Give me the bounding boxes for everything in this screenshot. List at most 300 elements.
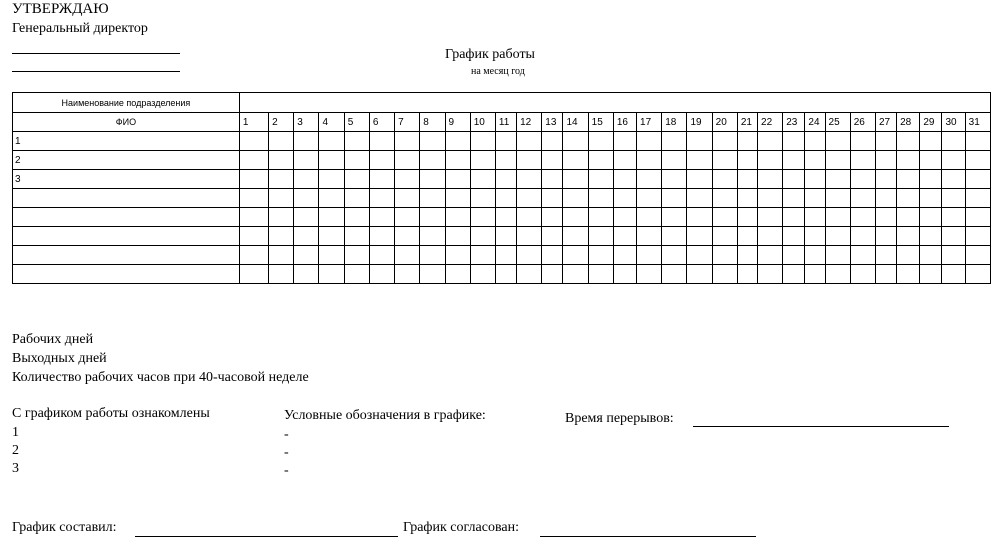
- schedule-cell[interactable]: [805, 189, 825, 208]
- schedule-cell[interactable]: [420, 246, 445, 265]
- schedule-cell[interactable]: [662, 208, 687, 227]
- schedule-cell[interactable]: [825, 208, 850, 227]
- schedule-cell[interactable]: [395, 227, 420, 246]
- schedule-cell[interactable]: [805, 246, 825, 265]
- schedule-cell[interactable]: [495, 132, 516, 151]
- schedule-cell[interactable]: [344, 208, 369, 227]
- schedule-cell[interactable]: [965, 170, 990, 189]
- schedule-cell[interactable]: [897, 151, 920, 170]
- schedule-cell[interactable]: [269, 151, 294, 170]
- schedule-cell[interactable]: [294, 151, 319, 170]
- days-off-label: Выходных дней: [12, 351, 107, 366]
- schedule-cell[interactable]: [687, 151, 712, 170]
- schedule-cell[interactable]: [897, 170, 920, 189]
- schedule-cell[interactable]: [613, 132, 636, 151]
- schedule-cell[interactable]: [470, 170, 495, 189]
- schedule-cell[interactable]: [662, 265, 687, 284]
- schedule-cell[interactable]: [563, 265, 588, 284]
- schedule-cell[interactable]: [395, 246, 420, 265]
- schedule-cell[interactable]: [344, 189, 369, 208]
- schedule-cell[interactable]: [369, 170, 394, 189]
- schedule-cell[interactable]: [613, 189, 636, 208]
- schedule-cell[interactable]: [420, 151, 445, 170]
- schedule-cell[interactable]: [613, 246, 636, 265]
- schedule-cell[interactable]: [445, 208, 470, 227]
- schedule-cell[interactable]: [445, 189, 470, 208]
- legend-item: -: [284, 463, 289, 478]
- schedule-cell[interactable]: [662, 132, 687, 151]
- schedule-cell[interactable]: [758, 265, 783, 284]
- schedule-cell[interactable]: [563, 132, 588, 151]
- schedule-cell[interactable]: [470, 132, 495, 151]
- day-header: 19: [687, 113, 712, 132]
- schedule-cell[interactable]: [239, 170, 268, 189]
- schedule-cell[interactable]: [825, 246, 850, 265]
- schedule-cell[interactable]: [805, 132, 825, 151]
- schedule-subtitle: на месяц год: [471, 66, 525, 77]
- schedule-cell[interactable]: [805, 227, 825, 246]
- employee-row: [13, 132, 991, 151]
- schedule-cell[interactable]: [588, 132, 613, 151]
- employee-name-cell[interactable]: 3: [13, 170, 240, 189]
- schedule-cell[interactable]: [239, 265, 268, 284]
- approval-heading: УТВЕРЖДАЮ: [12, 1, 109, 17]
- schedule-cell[interactable]: [495, 208, 516, 227]
- schedule-cell[interactable]: [319, 170, 344, 189]
- schedule-cell[interactable]: [783, 170, 805, 189]
- schedule-cell[interactable]: [445, 265, 470, 284]
- breaks-label: Время перерывов:: [565, 411, 674, 426]
- schedule-cell[interactable]: [805, 265, 825, 284]
- day-header: 14: [563, 113, 588, 132]
- schedule-cell[interactable]: [239, 246, 268, 265]
- schedule-cell[interactable]: [875, 208, 896, 227]
- schedule-cell[interactable]: [395, 265, 420, 284]
- schedule-cell[interactable]: [737, 246, 757, 265]
- acquainted-item: 3: [12, 461, 19, 476]
- schedule-cell[interactable]: [239, 132, 268, 151]
- schedule-cell[interactable]: [687, 208, 712, 227]
- schedule-cell[interactable]: [850, 246, 875, 265]
- employee-name-cell[interactable]: 1: [13, 132, 240, 151]
- schedule-cell[interactable]: [542, 208, 563, 227]
- schedule-cell[interactable]: [588, 246, 613, 265]
- director-name-line: [12, 71, 180, 72]
- schedule-cell[interactable]: [687, 246, 712, 265]
- schedule-cell[interactable]: [783, 189, 805, 208]
- employee-name-cell[interactable]: [13, 246, 240, 265]
- schedule-cell[interactable]: [319, 132, 344, 151]
- schedule-cell[interactable]: [637, 227, 662, 246]
- schedule-cell[interactable]: [850, 170, 875, 189]
- day-header: 7: [395, 113, 420, 132]
- schedule-cell[interactable]: [239, 208, 268, 227]
- schedule-cell[interactable]: [269, 208, 294, 227]
- schedule-cell[interactable]: [737, 265, 757, 284]
- schedule-cell[interactable]: [319, 189, 344, 208]
- schedule-cell[interactable]: [395, 170, 420, 189]
- schedule-cell[interactable]: [850, 151, 875, 170]
- day-header: 31: [965, 113, 990, 132]
- schedule-cell[interactable]: [875, 246, 896, 265]
- schedule-cell[interactable]: [758, 246, 783, 265]
- day-header: 17: [637, 113, 662, 132]
- schedule-cell[interactable]: [344, 246, 369, 265]
- schedule-cell[interactable]: [637, 189, 662, 208]
- schedule-cell[interactable]: [875, 132, 896, 151]
- schedule-cell[interactable]: [637, 246, 662, 265]
- schedule-cell[interactable]: [420, 265, 445, 284]
- schedule-cell[interactable]: [542, 170, 563, 189]
- schedule-cell[interactable]: [319, 265, 344, 284]
- schedule-cell[interactable]: [269, 132, 294, 151]
- schedule-cell[interactable]: [783, 208, 805, 227]
- schedule-cell[interactable]: [445, 151, 470, 170]
- schedule-cell[interactable]: [737, 189, 757, 208]
- schedule-cell[interactable]: [897, 265, 920, 284]
- schedule-cell[interactable]: [637, 132, 662, 151]
- schedule-cell[interactable]: [395, 189, 420, 208]
- schedule-cell[interactable]: [542, 189, 563, 208]
- schedule-cell[interactable]: [517, 265, 542, 284]
- schedule-cell[interactable]: [294, 208, 319, 227]
- schedule-cell[interactable]: [737, 208, 757, 227]
- schedule-cell[interactable]: [344, 227, 369, 246]
- schedule-cell[interactable]: [712, 265, 737, 284]
- schedule-cell[interactable]: [294, 246, 319, 265]
- employee-row: [13, 189, 991, 208]
- schedule-cell[interactable]: [395, 151, 420, 170]
- schedule-cell[interactable]: [542, 227, 563, 246]
- employee-name-cell[interactable]: [13, 208, 240, 227]
- schedule-cell[interactable]: [662, 170, 687, 189]
- schedule-cell[interactable]: [269, 265, 294, 284]
- schedule-cell[interactable]: [662, 227, 687, 246]
- schedule-cell[interactable]: [942, 151, 965, 170]
- schedule-cell[interactable]: [344, 265, 369, 284]
- schedule-cell[interactable]: [445, 246, 470, 265]
- schedule-cell[interactable]: [319, 246, 344, 265]
- schedule-cell[interactable]: [875, 227, 896, 246]
- schedule-cell[interactable]: [875, 151, 896, 170]
- schedule-cell[interactable]: [613, 208, 636, 227]
- schedule-cell[interactable]: [942, 208, 965, 227]
- acquainted-item: 1: [12, 425, 19, 440]
- schedule-cell[interactable]: [269, 227, 294, 246]
- schedule-cell[interactable]: [920, 189, 942, 208]
- schedule-cell[interactable]: [495, 151, 516, 170]
- schedule-cell[interactable]: [420, 189, 445, 208]
- schedule-cell[interactable]: [825, 265, 850, 284]
- schedule-cell[interactable]: [588, 208, 613, 227]
- schedule-cell[interactable]: [825, 227, 850, 246]
- schedule-cell[interactable]: [420, 170, 445, 189]
- schedule-cell[interactable]: [517, 170, 542, 189]
- schedule-cell[interactable]: [737, 170, 757, 189]
- schedule-cell[interactable]: [875, 189, 896, 208]
- schedule-cell[interactable]: [758, 208, 783, 227]
- schedule-cell[interactable]: [495, 170, 516, 189]
- department-header: Наименование подразделения: [13, 93, 240, 113]
- schedule-cell[interactable]: [758, 170, 783, 189]
- schedule-cell[interactable]: [920, 246, 942, 265]
- schedule-cell[interactable]: [942, 246, 965, 265]
- schedule-cell[interactable]: [712, 208, 737, 227]
- schedule-cell[interactable]: [875, 265, 896, 284]
- schedule-cell[interactable]: [495, 246, 516, 265]
- schedule-cell[interactable]: [588, 170, 613, 189]
- schedule-cell[interactable]: [239, 151, 268, 170]
- schedule-cell[interactable]: [825, 170, 850, 189]
- employee-row: [13, 208, 991, 227]
- schedule-cell[interactable]: [369, 208, 394, 227]
- schedule-cell[interactable]: [369, 246, 394, 265]
- schedule-cell[interactable]: [344, 170, 369, 189]
- schedule-cell[interactable]: [712, 151, 737, 170]
- schedule-cell[interactable]: [712, 189, 737, 208]
- day-header: 12: [517, 113, 542, 132]
- employee-name-cell[interactable]: [13, 265, 240, 284]
- schedule-cell[interactable]: [542, 132, 563, 151]
- schedule-cell[interactable]: [920, 151, 942, 170]
- day-header: 18: [662, 113, 687, 132]
- day-header: 16: [613, 113, 636, 132]
- schedule-cell[interactable]: [319, 227, 344, 246]
- schedule-cell[interactable]: [687, 227, 712, 246]
- schedule-cell[interactable]: [758, 189, 783, 208]
- schedule-cell[interactable]: [470, 208, 495, 227]
- schedule-cell[interactable]: [517, 227, 542, 246]
- schedule-cell[interactable]: [369, 227, 394, 246]
- day-header: 11: [495, 113, 516, 132]
- schedule-cell[interactable]: [563, 170, 588, 189]
- schedule-cell[interactable]: [875, 170, 896, 189]
- schedule-cell[interactable]: [588, 265, 613, 284]
- schedule-cell[interactable]: [712, 246, 737, 265]
- schedule-cell[interactable]: [470, 151, 495, 170]
- schedule-cell[interactable]: [825, 151, 850, 170]
- employee-name-cell[interactable]: 2: [13, 151, 240, 170]
- schedule-cell[interactable]: [269, 170, 294, 189]
- schedule-cell[interactable]: [965, 151, 990, 170]
- schedule-cell[interactable]: [239, 189, 268, 208]
- working-hours-label: Количество рабочих часов при 40-часовой неделе: [12, 370, 309, 385]
- schedule-cell[interactable]: [470, 265, 495, 284]
- schedule-cell[interactable]: [563, 227, 588, 246]
- schedule-cell[interactable]: [942, 227, 965, 246]
- schedule-cell[interactable]: [517, 132, 542, 151]
- schedule-cell[interactable]: [942, 189, 965, 208]
- schedule-cell[interactable]: [737, 132, 757, 151]
- schedule-cell[interactable]: [495, 189, 516, 208]
- schedule-cell[interactable]: [517, 189, 542, 208]
- schedule-cell[interactable]: [613, 170, 636, 189]
- schedule-cell[interactable]: [965, 208, 990, 227]
- day-header: 29: [920, 113, 942, 132]
- schedule-cell[interactable]: [758, 227, 783, 246]
- schedule-cell[interactable]: [563, 246, 588, 265]
- department-row: [13, 93, 991, 113]
- day-header: 26: [850, 113, 875, 132]
- days-header-row: [13, 113, 991, 132]
- schedule-cell[interactable]: [825, 189, 850, 208]
- schedule-cell[interactable]: [613, 227, 636, 246]
- schedule-cell[interactable]: [783, 132, 805, 151]
- schedule-cell[interactable]: [395, 208, 420, 227]
- schedule-cell[interactable]: [294, 265, 319, 284]
- schedule-cell[interactable]: [712, 227, 737, 246]
- legend-item: -: [284, 445, 289, 460]
- day-header: 25: [825, 113, 850, 132]
- compiled-by-line: [135, 536, 398, 537]
- schedule-cell[interactable]: [369, 151, 394, 170]
- schedule-cell[interactable]: [563, 208, 588, 227]
- schedule-cell[interactable]: [850, 265, 875, 284]
- schedule-cell[interactable]: [783, 227, 805, 246]
- schedule-cell[interactable]: [805, 208, 825, 227]
- day-header: 21: [737, 113, 757, 132]
- schedule-cell[interactable]: [344, 151, 369, 170]
- schedule-cell[interactable]: [737, 151, 757, 170]
- schedule-cell[interactable]: [897, 227, 920, 246]
- schedule-cell[interactable]: [445, 170, 470, 189]
- schedule-cell[interactable]: [445, 227, 470, 246]
- day-header: 28: [897, 113, 920, 132]
- acquainted-item: 2: [12, 443, 19, 458]
- schedule-cell[interactable]: [517, 208, 542, 227]
- schedule-cell[interactable]: [269, 246, 294, 265]
- schedule-cell[interactable]: [897, 246, 920, 265]
- schedule-cell[interactable]: [920, 170, 942, 189]
- schedule-cell[interactable]: [369, 265, 394, 284]
- schedule-cell[interactable]: [942, 170, 965, 189]
- schedule-cell[interactable]: [344, 132, 369, 151]
- employee-row: [13, 246, 991, 265]
- schedule-cell[interactable]: [445, 132, 470, 151]
- schedule-cell[interactable]: [319, 151, 344, 170]
- schedule-cell[interactable]: [470, 189, 495, 208]
- day-header: 27: [875, 113, 896, 132]
- schedule-cell[interactable]: [965, 227, 990, 246]
- schedule-cell[interactable]: [470, 227, 495, 246]
- schedule-cell[interactable]: [850, 208, 875, 227]
- schedule-cell[interactable]: [637, 170, 662, 189]
- schedule-cell[interactable]: [637, 265, 662, 284]
- legend-label: Условные обозначения в графике:: [284, 408, 486, 423]
- schedule-cell[interactable]: [420, 208, 445, 227]
- schedule-cell[interactable]: [613, 151, 636, 170]
- schedule-cell[interactable]: [420, 227, 445, 246]
- schedule-cell[interactable]: [269, 189, 294, 208]
- schedule-cell[interactable]: [294, 227, 319, 246]
- schedule-cell[interactable]: [920, 132, 942, 151]
- day-header: 24: [805, 113, 825, 132]
- fio-header: ФИО: [13, 113, 240, 132]
- schedule-cell[interactable]: [517, 151, 542, 170]
- schedule-cell[interactable]: [637, 208, 662, 227]
- employee-name-cell[interactable]: [13, 189, 240, 208]
- schedule-cell[interactable]: [758, 132, 783, 151]
- schedule-cell[interactable]: [294, 170, 319, 189]
- schedule-cell[interactable]: [965, 246, 990, 265]
- schedule-cell[interactable]: [825, 132, 850, 151]
- agreed-by-line: [540, 536, 756, 537]
- schedule-cell[interactable]: [495, 227, 516, 246]
- schedule-cell[interactable]: [920, 208, 942, 227]
- schedule-cell[interactable]: [319, 208, 344, 227]
- schedule-cell[interactable]: [517, 246, 542, 265]
- schedule-cell[interactable]: [850, 227, 875, 246]
- day-header: 6: [369, 113, 394, 132]
- schedule-cell[interactable]: [805, 170, 825, 189]
- schedule-cell[interactable]: [897, 189, 920, 208]
- schedule-cell[interactable]: [942, 132, 965, 151]
- schedule-cell[interactable]: [850, 132, 875, 151]
- schedule-cell[interactable]: [897, 208, 920, 227]
- schedule-cell[interactable]: [637, 151, 662, 170]
- schedule-cell[interactable]: [687, 189, 712, 208]
- schedule-cell[interactable]: [542, 246, 563, 265]
- schedule-cell[interactable]: [687, 132, 712, 151]
- schedule-cell[interactable]: [588, 227, 613, 246]
- schedule-cell[interactable]: [470, 246, 495, 265]
- schedule-cell[interactable]: [783, 265, 805, 284]
- schedule-cell[interactable]: [613, 265, 636, 284]
- schedule-cell[interactable]: [294, 132, 319, 151]
- schedule-cell[interactable]: [294, 189, 319, 208]
- schedule-cell[interactable]: [563, 189, 588, 208]
- schedule-cell[interactable]: [965, 265, 990, 284]
- schedule-cell[interactable]: [662, 151, 687, 170]
- schedule-cell[interactable]: [395, 132, 420, 151]
- schedule-cell[interactable]: [563, 151, 588, 170]
- day-header: 8: [420, 113, 445, 132]
- schedule-cell[interactable]: [965, 189, 990, 208]
- day-header: 2: [269, 113, 294, 132]
- schedule-cell[interactable]: [737, 227, 757, 246]
- schedule-cell[interactable]: [369, 189, 394, 208]
- schedule-cell[interactable]: [588, 151, 613, 170]
- schedule-cell[interactable]: [662, 246, 687, 265]
- schedule-cell[interactable]: [687, 265, 712, 284]
- employee-row: [13, 227, 991, 246]
- schedule-cell[interactable]: [850, 189, 875, 208]
- schedule-cell[interactable]: [783, 151, 805, 170]
- schedule-cell[interactable]: [662, 189, 687, 208]
- schedule-cell[interactable]: [965, 132, 990, 151]
- schedule-cell[interactable]: [369, 132, 394, 151]
- schedule-cell[interactable]: [588, 189, 613, 208]
- schedule-cell[interactable]: [942, 265, 965, 284]
- schedule-cell[interactable]: [420, 132, 445, 151]
- schedule-cell[interactable]: [712, 170, 737, 189]
- schedule-cell[interactable]: [239, 227, 268, 246]
- schedule-cell[interactable]: [542, 265, 563, 284]
- schedule-cell[interactable]: [687, 170, 712, 189]
- schedule-cell[interactable]: [805, 151, 825, 170]
- schedule-cell[interactable]: [897, 132, 920, 151]
- schedule-cell[interactable]: [712, 132, 737, 151]
- schedule-cell[interactable]: [542, 151, 563, 170]
- schedule-cell[interactable]: [758, 151, 783, 170]
- employee-name-cell[interactable]: [13, 227, 240, 246]
- schedule-cell[interactable]: [783, 246, 805, 265]
- schedule-cell[interactable]: [920, 227, 942, 246]
- department-value-cell[interactable]: [239, 93, 990, 113]
- schedule-cell[interactable]: [920, 265, 942, 284]
- schedule-cell[interactable]: [495, 265, 516, 284]
- day-header: 10: [470, 113, 495, 132]
